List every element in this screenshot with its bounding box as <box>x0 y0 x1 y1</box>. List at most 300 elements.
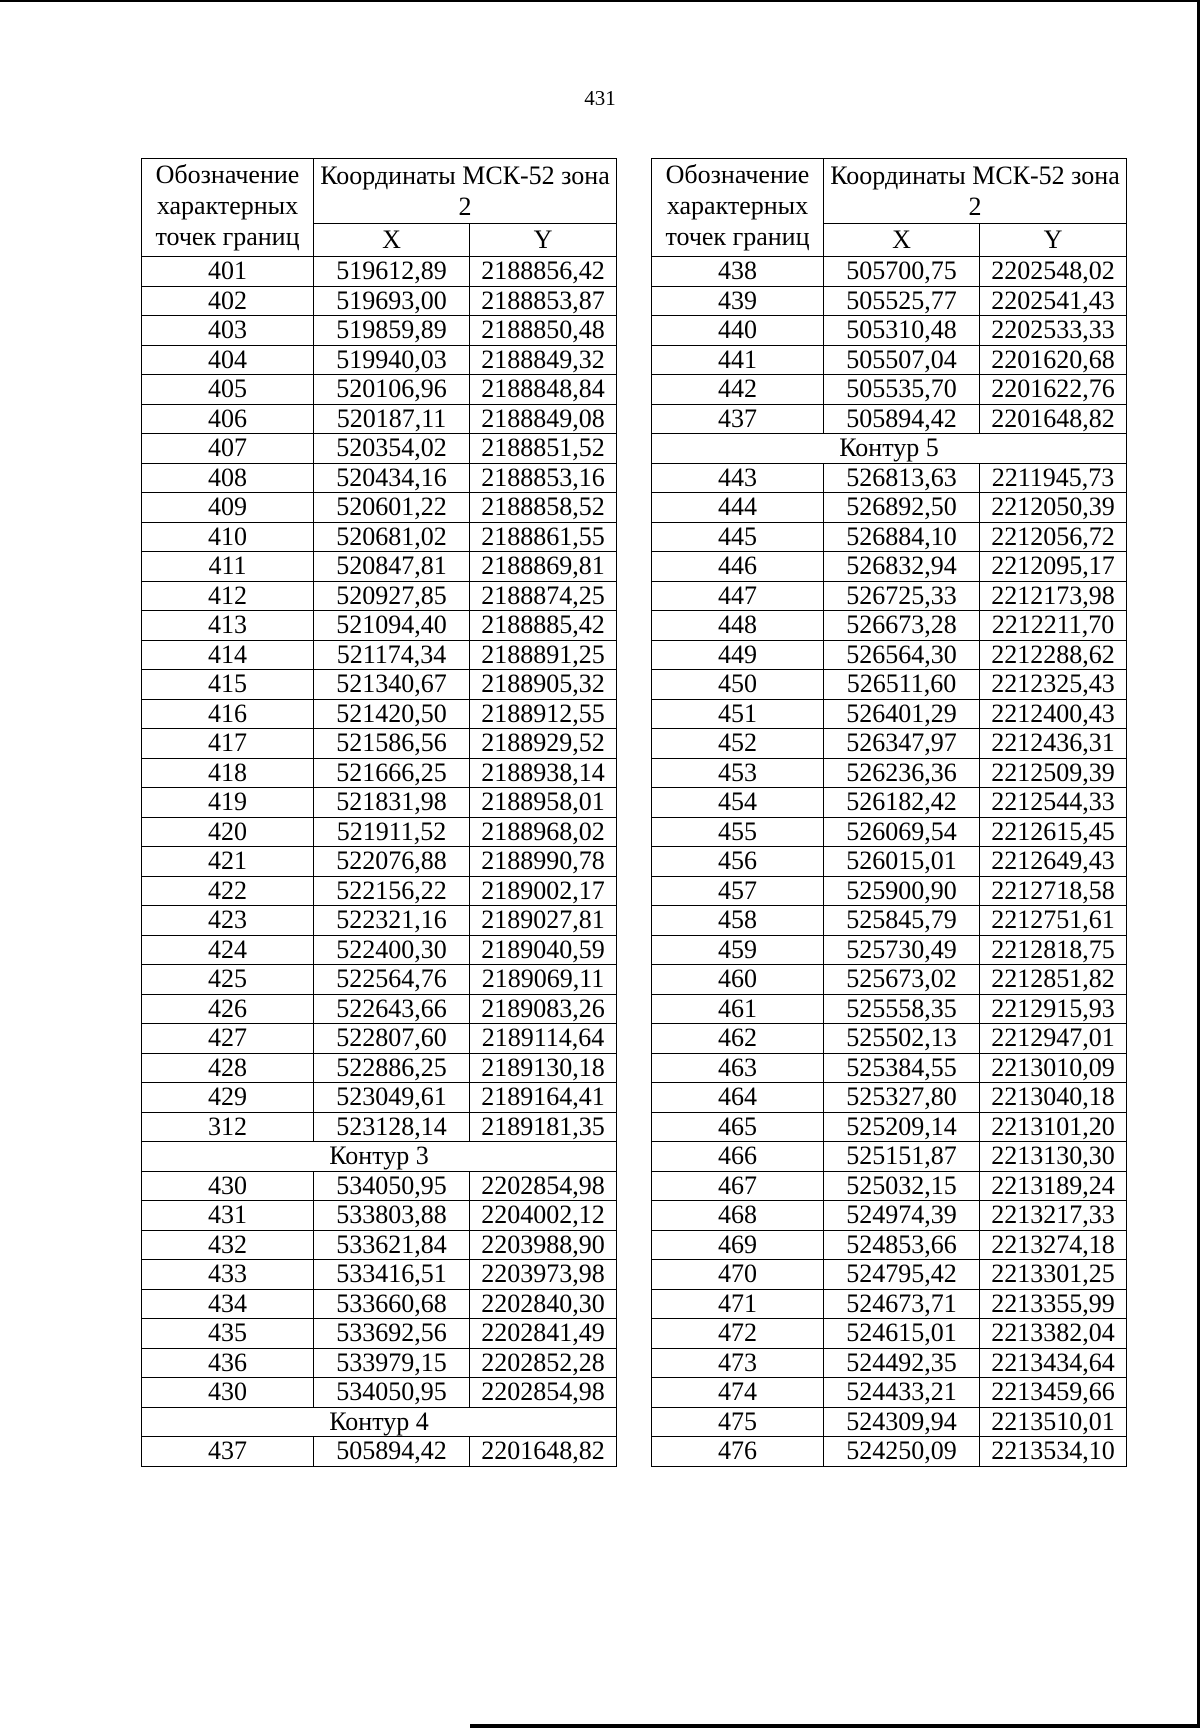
x-coordinate-cell: 525673,02 <box>824 965 980 995</box>
contour-label: Контур 3 <box>142 1142 617 1172</box>
x-coordinate-cell: 524433,21 <box>824 1378 980 1408</box>
table-row <box>652 1083 1127 1113</box>
y-coordinate-cell: 2212509,39 <box>980 758 1127 788</box>
x-coordinate-cell: 524974,39 <box>824 1201 980 1231</box>
table-row <box>142 1024 617 1054</box>
y-coordinate-cell: 2203988,90 <box>470 1230 617 1260</box>
y-coordinate-cell: 2212718,58 <box>980 876 1127 906</box>
y-coordinate-cell: 2188968,02 <box>470 817 617 847</box>
x-coordinate-cell: 533416,51 <box>314 1260 470 1290</box>
table-row <box>652 817 1127 847</box>
y-coordinate-cell: 2189181,35 <box>470 1112 617 1142</box>
y-coordinate-cell: 2213382,04 <box>980 1319 1127 1349</box>
point-id-cell: 453 <box>652 758 824 788</box>
point-id-cell: 410 <box>142 522 314 552</box>
point-id-cell: 412 <box>142 581 314 611</box>
x-coordinate-cell: 526725,33 <box>824 581 980 611</box>
x-coordinate-cell: 525900,90 <box>824 876 980 906</box>
y-coordinate-cell: 2212173,98 <box>980 581 1127 611</box>
y-coordinate-cell: 2188990,78 <box>470 847 617 877</box>
x-coordinate-cell: 520681,02 <box>314 522 470 552</box>
point-id-cell: 430 <box>142 1378 314 1408</box>
y-coordinate-cell: 2201620,68 <box>980 345 1127 375</box>
x-coordinate-cell: 524673,71 <box>824 1289 980 1319</box>
table-row <box>652 1378 1127 1408</box>
x-coordinate-cell: 524795,42 <box>824 1260 980 1290</box>
y-coordinate-cell: 2202852,28 <box>470 1348 617 1378</box>
point-id-cell: 428 <box>142 1053 314 1083</box>
table-row <box>652 1437 1127 1467</box>
y-coordinate-cell: 2188861,55 <box>470 522 617 552</box>
point-id-cell: 312 <box>142 1112 314 1142</box>
table-row <box>652 493 1127 523</box>
point-id-cell: 459 <box>652 935 824 965</box>
table-row <box>142 493 617 523</box>
table-row <box>142 375 617 405</box>
y-coordinate-cell: 2212400,43 <box>980 699 1127 729</box>
y-coordinate-cell: 2189069,11 <box>470 965 617 995</box>
point-id-cell: 434 <box>142 1289 314 1319</box>
point-id-cell: 465 <box>652 1112 824 1142</box>
y-coordinate-cell: 2212050,39 <box>980 493 1127 523</box>
table-row <box>652 994 1127 1024</box>
point-id-cell: 473 <box>652 1348 824 1378</box>
x-coordinate-cell: 522643,66 <box>314 994 470 1024</box>
point-id-cell: 430 <box>142 1171 314 1201</box>
x-coordinate-cell: 520187,11 <box>314 404 470 434</box>
x-coordinate-cell: 534050,95 <box>314 1378 470 1408</box>
y-coordinate-cell: 2212056,72 <box>980 522 1127 552</box>
y-coordinate-cell: 2213101,20 <box>980 1112 1127 1142</box>
x-coordinate-cell: 521094,40 <box>314 611 470 641</box>
contour-section-row <box>142 1142 617 1172</box>
y-coordinate-cell: 2188912,55 <box>470 699 617 729</box>
point-id-cell: 402 <box>142 286 314 316</box>
x-coordinate-cell: 533979,15 <box>314 1348 470 1378</box>
point-id-cell: 414 <box>142 640 314 670</box>
header-y: Y <box>470 224 617 257</box>
table-row <box>142 1201 617 1231</box>
x-coordinate-cell: 526832,94 <box>824 552 980 582</box>
table-row <box>652 345 1127 375</box>
y-coordinate-cell: 2212325,43 <box>980 670 1127 700</box>
x-coordinate-cell: 522807,60 <box>314 1024 470 1054</box>
table-row <box>652 1024 1127 1054</box>
point-id-cell: 417 <box>142 729 314 759</box>
x-coordinate-cell: 522564,76 <box>314 965 470 995</box>
y-coordinate-cell: 2189027,81 <box>470 906 617 936</box>
point-id-cell: 423 <box>142 906 314 936</box>
x-coordinate-cell: 526347,97 <box>824 729 980 759</box>
y-coordinate-cell: 2212649,43 <box>980 847 1127 877</box>
x-coordinate-cell: 519940,03 <box>314 345 470 375</box>
contour-label: Контур 4 <box>142 1407 617 1437</box>
x-coordinate-cell: 505310,48 <box>824 316 980 346</box>
table-row <box>142 581 617 611</box>
table-row <box>652 286 1127 316</box>
point-id-cell: 436 <box>142 1348 314 1378</box>
table-row <box>142 729 617 759</box>
point-id-cell: 413 <box>142 611 314 641</box>
table-row <box>142 1083 617 1113</box>
table-row <box>142 1437 617 1467</box>
table-row <box>652 1348 1127 1378</box>
table-row <box>142 1053 617 1083</box>
y-coordinate-cell: 2212818,75 <box>980 935 1127 965</box>
table-row <box>142 522 617 552</box>
table-row <box>142 670 617 700</box>
x-coordinate-cell: 523128,14 <box>314 1112 470 1142</box>
x-coordinate-cell: 521586,56 <box>314 729 470 759</box>
point-id-cell: 432 <box>142 1230 314 1260</box>
table-row <box>142 758 617 788</box>
table-row <box>652 552 1127 582</box>
y-coordinate-cell: 2212947,01 <box>980 1024 1127 1054</box>
header-coordinates: Координаты МСК-52 зона 2 <box>824 159 1127 224</box>
point-id-cell: 409 <box>142 493 314 523</box>
x-coordinate-cell: 522321,16 <box>314 906 470 936</box>
y-coordinate-cell: 2201648,82 <box>470 1437 617 1467</box>
x-coordinate-cell: 525730,49 <box>824 935 980 965</box>
table-row <box>142 286 617 316</box>
table-row <box>142 876 617 906</box>
point-id-cell: 471 <box>652 1289 824 1319</box>
header-designation: Обозначение характерных точек границ <box>142 159 314 257</box>
y-coordinate-cell: 2189164,41 <box>470 1083 617 1113</box>
table-row <box>652 1289 1127 1319</box>
table-row <box>652 1230 1127 1260</box>
table-row <box>652 1171 1127 1201</box>
y-coordinate-cell: 2212211,70 <box>980 611 1127 641</box>
table-row <box>142 1112 617 1142</box>
y-coordinate-cell: 2188958,01 <box>470 788 617 818</box>
point-id-cell: 437 <box>142 1437 314 1467</box>
table-row <box>142 1348 617 1378</box>
x-coordinate-cell: 526813,63 <box>824 463 980 493</box>
x-coordinate-cell: 525209,14 <box>824 1112 980 1142</box>
x-coordinate-cell: 519693,00 <box>314 286 470 316</box>
y-coordinate-cell: 2202854,98 <box>470 1171 617 1201</box>
y-coordinate-cell: 2212751,61 <box>980 906 1127 936</box>
point-id-cell: 474 <box>652 1378 824 1408</box>
table-row <box>652 1407 1127 1437</box>
point-id-cell: 415 <box>142 670 314 700</box>
table-row <box>142 1319 617 1349</box>
scan-border-bottom <box>470 1724 1200 1728</box>
point-id-cell: 447 <box>652 581 824 611</box>
point-id-cell: 452 <box>652 729 824 759</box>
y-coordinate-cell: 2213217,33 <box>980 1201 1127 1231</box>
point-id-cell: 420 <box>142 817 314 847</box>
table-row <box>142 404 617 434</box>
point-id-cell: 408 <box>142 463 314 493</box>
y-coordinate-cell: 2212436,31 <box>980 729 1127 759</box>
table-row <box>652 375 1127 405</box>
point-id-cell: 476 <box>652 1437 824 1467</box>
point-id-cell: 446 <box>652 552 824 582</box>
point-id-cell: 429 <box>142 1083 314 1113</box>
x-coordinate-cell: 524853,66 <box>824 1230 980 1260</box>
header-designation: Обозначение характерных точек границ <box>652 159 824 257</box>
y-coordinate-cell: 2202533,33 <box>980 316 1127 346</box>
point-id-cell: 442 <box>652 375 824 405</box>
table-row <box>142 788 617 818</box>
x-coordinate-cell: 526401,29 <box>824 699 980 729</box>
y-coordinate-cell: 2188853,87 <box>470 286 617 316</box>
point-id-cell: 458 <box>652 906 824 936</box>
point-id-cell: 403 <box>142 316 314 346</box>
y-coordinate-cell: 2188891,25 <box>470 640 617 670</box>
y-coordinate-cell: 2213040,18 <box>980 1083 1127 1113</box>
y-coordinate-cell: 2212615,45 <box>980 817 1127 847</box>
y-coordinate-cell: 2212544,33 <box>980 788 1127 818</box>
table-row <box>652 316 1127 346</box>
x-coordinate-cell: 505894,42 <box>824 404 980 434</box>
table-row <box>652 1201 1127 1231</box>
x-coordinate-cell: 519859,89 <box>314 316 470 346</box>
point-id-cell: 418 <box>142 758 314 788</box>
table-row <box>142 552 617 582</box>
point-id-cell: 433 <box>142 1260 314 1290</box>
table-row <box>652 876 1127 906</box>
y-coordinate-cell: 2213301,25 <box>980 1260 1127 1290</box>
header-y: Y <box>980 224 1127 257</box>
header-coordinates: Координаты МСК-52 зона 2 <box>314 159 617 224</box>
table-row <box>142 994 617 1024</box>
y-coordinate-cell: 2204002,12 <box>470 1201 617 1231</box>
table-row <box>142 1378 617 1408</box>
y-coordinate-cell: 2213510,01 <box>980 1407 1127 1437</box>
x-coordinate-cell: 522886,25 <box>314 1053 470 1083</box>
x-coordinate-cell: 505507,04 <box>824 345 980 375</box>
point-id-cell: 469 <box>652 1230 824 1260</box>
table-row <box>652 1142 1127 1172</box>
point-id-cell: 454 <box>652 788 824 818</box>
point-id-cell: 438 <box>652 257 824 287</box>
table-row <box>142 847 617 877</box>
point-id-cell: 472 <box>652 1319 824 1349</box>
point-id-cell: 456 <box>652 847 824 877</box>
y-coordinate-cell: 2188849,32 <box>470 345 617 375</box>
y-coordinate-cell: 2213534,10 <box>980 1437 1127 1467</box>
x-coordinate-cell: 520601,22 <box>314 493 470 523</box>
y-coordinate-cell: 2213459,66 <box>980 1378 1127 1408</box>
point-id-cell: 405 <box>142 375 314 405</box>
x-coordinate-cell: 521831,98 <box>314 788 470 818</box>
y-coordinate-cell: 2189130,18 <box>470 1053 617 1083</box>
x-coordinate-cell: 521420,50 <box>314 699 470 729</box>
point-id-cell: 450 <box>652 670 824 700</box>
table-row <box>652 1053 1127 1083</box>
x-coordinate-cell: 533660,68 <box>314 1289 470 1319</box>
y-coordinate-cell: 2189002,17 <box>470 876 617 906</box>
x-coordinate-cell: 521340,67 <box>314 670 470 700</box>
table-row <box>652 729 1127 759</box>
table-row <box>142 935 617 965</box>
point-id-cell: 475 <box>652 1407 824 1437</box>
y-coordinate-cell: 2189040,59 <box>470 935 617 965</box>
table-row <box>142 316 617 346</box>
x-coordinate-cell: 520434,16 <box>314 463 470 493</box>
contour-section-row <box>142 1407 617 1437</box>
y-coordinate-cell: 2213274,18 <box>980 1230 1127 1260</box>
point-id-cell: 464 <box>652 1083 824 1113</box>
point-id-cell: 467 <box>652 1171 824 1201</box>
y-coordinate-cell: 2202541,43 <box>980 286 1127 316</box>
header-x: X <box>824 224 980 257</box>
table-row <box>142 257 617 287</box>
point-id-cell: 406 <box>142 404 314 434</box>
table-row <box>652 522 1127 552</box>
y-coordinate-cell: 2188905,32 <box>470 670 617 700</box>
table-row <box>142 1230 617 1260</box>
x-coordinate-cell: 525151,87 <box>824 1142 980 1172</box>
point-id-cell: 455 <box>652 817 824 847</box>
x-coordinate-cell: 524309,94 <box>824 1407 980 1437</box>
y-coordinate-cell: 2203973,98 <box>470 1260 617 1290</box>
table-row <box>142 906 617 936</box>
y-coordinate-cell: 2188938,14 <box>470 758 617 788</box>
point-id-cell: 427 <box>142 1024 314 1054</box>
point-id-cell: 444 <box>652 493 824 523</box>
x-coordinate-cell: 520927,85 <box>314 581 470 611</box>
point-id-cell: 431 <box>142 1201 314 1231</box>
y-coordinate-cell: 2188929,52 <box>470 729 617 759</box>
y-coordinate-cell: 2201622,76 <box>980 375 1127 405</box>
y-coordinate-cell: 2188850,48 <box>470 316 617 346</box>
table-body-left <box>142 257 617 1467</box>
x-coordinate-cell: 525502,13 <box>824 1024 980 1054</box>
point-id-cell: 424 <box>142 935 314 965</box>
x-coordinate-cell: 526182,42 <box>824 788 980 818</box>
point-id-cell: 422 <box>142 876 314 906</box>
table-row <box>652 463 1127 493</box>
point-id-cell: 407 <box>142 434 314 464</box>
x-coordinate-cell: 524250,09 <box>824 1437 980 1467</box>
x-coordinate-cell: 520106,96 <box>314 375 470 405</box>
table-row <box>142 699 617 729</box>
y-coordinate-cell: 2211945,73 <box>980 463 1127 493</box>
x-coordinate-cell: 525845,79 <box>824 906 980 936</box>
table-row <box>652 758 1127 788</box>
y-coordinate-cell: 2212915,93 <box>980 994 1127 1024</box>
y-coordinate-cell: 2213130,30 <box>980 1142 1127 1172</box>
x-coordinate-cell: 526892,50 <box>824 493 980 523</box>
table-row <box>652 699 1127 729</box>
point-id-cell: 449 <box>652 640 824 670</box>
y-coordinate-cell: 2188856,42 <box>470 257 617 287</box>
scan-border-top <box>0 0 1200 2</box>
y-coordinate-cell: 2188885,42 <box>470 611 617 641</box>
x-coordinate-cell: 524615,01 <box>824 1319 980 1349</box>
y-coordinate-cell: 2213355,99 <box>980 1289 1127 1319</box>
point-id-cell: 421 <box>142 847 314 877</box>
table-row <box>652 965 1127 995</box>
table-row <box>142 345 617 375</box>
table-row <box>652 935 1127 965</box>
x-coordinate-cell: 520847,81 <box>314 552 470 582</box>
x-coordinate-cell: 519612,89 <box>314 257 470 287</box>
table-row <box>652 906 1127 936</box>
x-coordinate-cell: 533621,84 <box>314 1230 470 1260</box>
table-row <box>142 1289 617 1319</box>
x-coordinate-cell: 525558,35 <box>824 994 980 1024</box>
x-coordinate-cell: 526015,01 <box>824 847 980 877</box>
x-coordinate-cell: 524492,35 <box>824 1348 980 1378</box>
point-id-cell: 401 <box>142 257 314 287</box>
contour-section-row <box>652 434 1127 464</box>
point-id-cell: 460 <box>652 965 824 995</box>
point-id-cell: 466 <box>652 1142 824 1172</box>
page-number: 431 <box>584 86 616 110</box>
table-row <box>652 670 1127 700</box>
table-row <box>652 581 1127 611</box>
table-row <box>142 1171 617 1201</box>
x-coordinate-cell: 521666,25 <box>314 758 470 788</box>
table-row <box>652 1112 1127 1142</box>
y-coordinate-cell: 2202854,98 <box>470 1378 617 1408</box>
x-coordinate-cell: 533692,56 <box>314 1319 470 1349</box>
x-coordinate-cell: 520354,02 <box>314 434 470 464</box>
contour-label: Контур 5 <box>652 434 1127 464</box>
y-coordinate-cell: 2188853,16 <box>470 463 617 493</box>
point-id-cell: 448 <box>652 611 824 641</box>
y-coordinate-cell: 2188874,25 <box>470 581 617 611</box>
point-id-cell: 416 <box>142 699 314 729</box>
y-coordinate-cell: 2188848,84 <box>470 375 617 405</box>
coordinates-table-right <box>651 158 1127 1467</box>
x-coordinate-cell: 521911,52 <box>314 817 470 847</box>
x-coordinate-cell: 522400,30 <box>314 935 470 965</box>
table-row <box>142 965 617 995</box>
point-id-cell: 463 <box>652 1053 824 1083</box>
x-coordinate-cell: 526564,30 <box>824 640 980 670</box>
table-row <box>142 611 617 641</box>
point-id-cell: 419 <box>142 788 314 818</box>
y-coordinate-cell: 2213189,24 <box>980 1171 1127 1201</box>
point-id-cell: 426 <box>142 994 314 1024</box>
x-coordinate-cell: 523049,61 <box>314 1083 470 1113</box>
x-coordinate-cell: 505894,42 <box>314 1437 470 1467</box>
point-id-cell: 435 <box>142 1319 314 1349</box>
y-coordinate-cell: 2188849,08 <box>470 404 617 434</box>
point-id-cell: 461 <box>652 994 824 1024</box>
y-coordinate-cell: 2188858,52 <box>470 493 617 523</box>
table-row <box>652 257 1127 287</box>
y-coordinate-cell: 2213010,09 <box>980 1053 1127 1083</box>
point-id-cell: 425 <box>142 965 314 995</box>
point-id-cell: 411 <box>142 552 314 582</box>
table-row <box>652 611 1127 641</box>
x-coordinate-cell: 525327,80 <box>824 1083 980 1113</box>
x-coordinate-cell: 522156,22 <box>314 876 470 906</box>
table-row <box>142 640 617 670</box>
table-row <box>652 788 1127 818</box>
table-row <box>142 817 617 847</box>
point-id-cell: 440 <box>652 316 824 346</box>
point-id-cell: 457 <box>652 876 824 906</box>
table-row <box>142 1260 617 1290</box>
table-body-right <box>652 257 1127 1467</box>
point-id-cell: 462 <box>652 1024 824 1054</box>
point-id-cell: 437 <box>652 404 824 434</box>
point-id-cell: 470 <box>652 1260 824 1290</box>
y-coordinate-cell: 2212851,82 <box>980 965 1127 995</box>
point-id-cell: 445 <box>652 522 824 552</box>
coordinates-table-left <box>141 158 617 1467</box>
table-row <box>652 640 1127 670</box>
y-coordinate-cell: 2188851,52 <box>470 434 617 464</box>
